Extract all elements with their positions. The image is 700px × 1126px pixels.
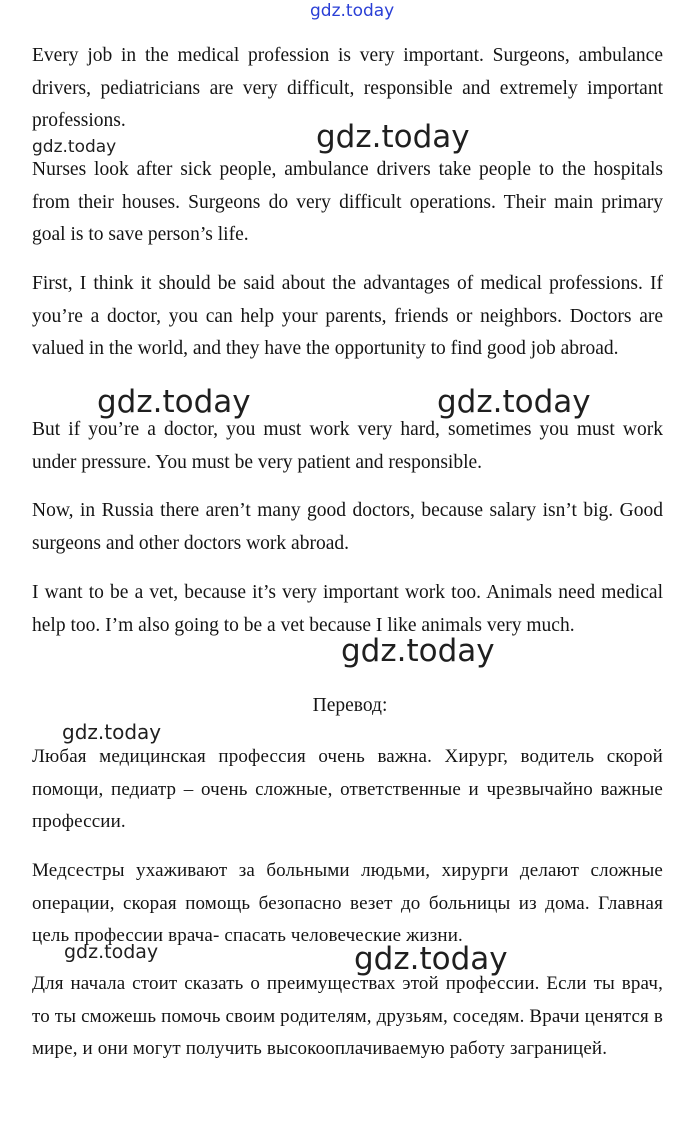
watermark-large: gdz.today: [437, 384, 591, 420]
paragraph-en-4: But if you’re a doctor, you must work very hard, sometimes you must work under pressure. You must be very patient and responsible.: [32, 419, 663, 473]
paragraph-ru-2: Медсестры ухаживают за больными людьми, хирурги делают сложные операции, скорая помощь безопасно везет до больницы из дома. Главная цель профессии врача- спасать человеческие жизни.: [32, 860, 663, 946]
paragraph-en-5: Now, in Russia there aren’t many good doctors, because salary isn’t big. Good surgeons and other doctors work abroad.: [32, 500, 663, 554]
watermark-small: gdz.today: [64, 941, 159, 963]
paragraph-ru-1: Любая медицинская профессия очень важна. Хирург, водитель скорой помощи, педиатр – очень сложные, ответственные и чрезвычайно важные профессии.: [32, 746, 663, 832]
watermark-large: gdz.today: [97, 384, 251, 420]
watermark-large: gdz.today: [341, 633, 495, 669]
watermark-large: gdz.today: [354, 941, 508, 977]
watermark-top[interactable]: gdz.today: [310, 1, 395, 21]
translation-heading: Перевод:: [312, 695, 388, 716]
watermark-small: gdz.today: [32, 137, 117, 157]
paragraph-en-6: I want to be a vet, because it’s very important work too. Animals need medical help too. I’m also going to be a vet because I like animals very much.: [32, 582, 663, 636]
paragraph-ru-3: Для начала стоит сказать о преимуществах этой профессии. Если ты врач, то ты сможешь помочь своим родителям, друзьям, соседям. Врачи ценятся в мире, и они могут получить высокооплачиваемую работу заграницей.: [32, 973, 663, 1059]
paragraph-en-1: Every job in the medical profession is very important. Surgeons, ambulance drivers, pediatricians are very difficult, responsible and extremely important professions.: [32, 45, 663, 131]
watermark-small: gdz.today: [62, 720, 162, 744]
paragraph-en-3: First, I think it should be said about the advantages of medical professions. If you’re a doctor, you can help your parents, friends or neighbors. Doctors are valued in the world, and they have the opportunity to find good job abroad.: [32, 273, 663, 359]
watermark-large: gdz.today: [316, 119, 470, 155]
paragraph-en-2: Nurses look after sick people, ambulance drivers take people to the hospitals from their houses. Surgeons do very difficult operations. Their main primary goal is to save person’s life.: [32, 159, 663, 245]
